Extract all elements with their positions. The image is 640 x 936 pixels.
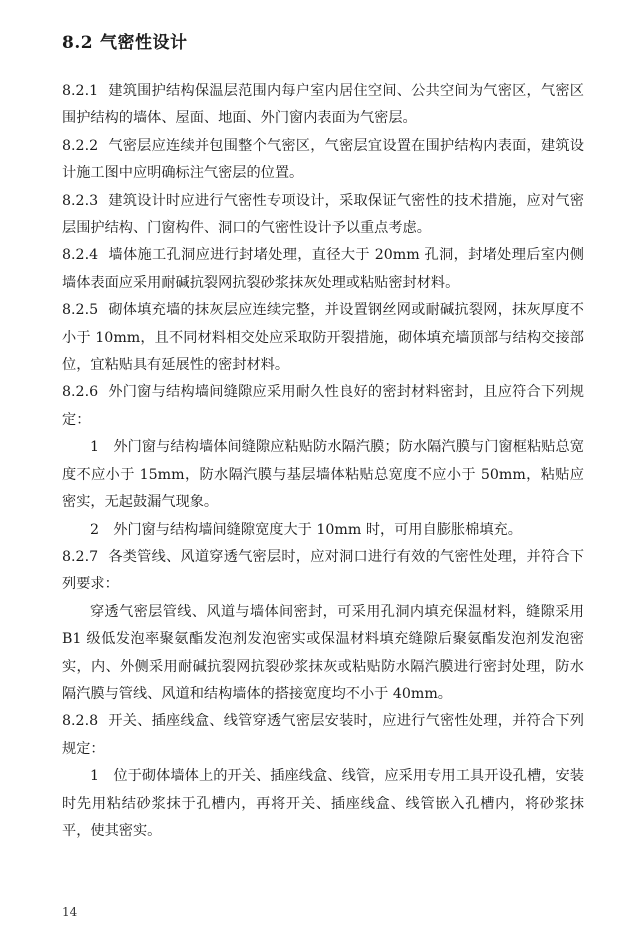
clause-number: 8.2.7 — [62, 548, 99, 565]
clause-8-2-8-item-1 — [62, 763, 584, 845]
clause-text: 外门窗与结构墙间缝隙应采用耐久性良好的密封材料密封，且应符合下列规定： — [62, 384, 584, 428]
clause-item-text: 2 外门窗与结构墙间缝隙宽度大于 10mm 时，可用自膨胀棉填充。 — [90, 521, 522, 538]
clause-number: 8.2.1 — [62, 83, 99, 99]
page-number: 14 — [62, 905, 78, 919]
clause-8-2-3 — [62, 188, 584, 243]
clause-text: 墙体施工孔洞应进行封堵处理，直径大于 20mm 孔洞，封堵处理后室内侧墙体表面应采用耐碱抗裂网抗裂砂浆抹灰处理或粘贴密封材料。 — [62, 247, 584, 291]
clause-number: 8.2.2 — [62, 137, 99, 154]
section-heading — [62, 30, 584, 56]
clause-number: 8.2.4 — [62, 247, 99, 264]
clause-8-2-6-item-1 — [62, 434, 584, 516]
clause-text: 建筑设计时应进行气密性专项设计，采取保证气密性的技术措施，应对气密层围护结构、门窗构件、洞口的气密性设计予以重点考虑。 — [62, 192, 584, 237]
clause-item-text: 穿透气密层管线、风道与墙体间密封，可采用孔洞内填充保温材料，缝隙采用 B1 级低发泡率聚氨酯发泡剂发泡密实或保温材料填充缝隙后聚氨酯发泡剂发泡密实，内、外侧采用耐碱抗裂网抗裂砂浆抹灰或粘贴防水隔汽膜进行密封处理，防水隔汽膜与管线、风道和结构墙体的搭接宽度均不小于 40mm。 — [62, 603, 584, 702]
clause-8-2-7 — [62, 544, 584, 599]
clause-8-2-4 — [62, 242, 584, 297]
clause-item-text: 1 外门窗与结构墙体间缝隙应粘贴防水隔汽膜；防水隔汽膜与门窗框粘贴总宽度不应小于 15mm，防水隔汽膜与基层墙体粘贴总宽度不应小于 50mm，粘贴应密实，无起鼓漏气现象。 — [62, 439, 584, 511]
document-page — [62, 30, 584, 845]
clause-number: 8.2.6 — [62, 384, 99, 401]
clause-8-2-6 — [62, 379, 584, 434]
clause-item-text: 1 位于砌体墙体上的开关、插座线盒、线管，应采用专用工具开设孔槽，安装时先用粘结砂浆抹于孔槽内，再将开关、插座线盒、线管嵌入孔槽内，将砂浆抹平，使其密实。 — [62, 768, 584, 839]
clause-number: 8.2.8 — [62, 713, 99, 730]
clause-text: 建筑围护结构保温层范围内每户室内居住空间、公共空间为气密区，气密区围护结构的墙体、屋面、地面、外门窗内表面为气密层。 — [62, 83, 584, 127]
clause-text: 开关、插座线盒、线管穿透气密层安装时，应进行气密性处理，并符合下列规定： — [62, 713, 584, 757]
clause-text: 砌体填充墙的抹灰层应连续完整，并设置钢丝网或耐碱抗裂网，抹灰厚度不小于 10mm，且不同材料相交处应采取防开裂措施，砌体填充墙顶部与结构交接部位，宜粘贴具有延展性的密封材料。 — [62, 302, 584, 374]
clause-8-2-8 — [62, 708, 584, 763]
clause-8-2-2 — [62, 133, 584, 188]
section-number: 8.2 — [62, 33, 94, 53]
clause-8-2-7-body — [62, 599, 584, 709]
clause-8-2-6-item-2 — [62, 517, 584, 544]
clause-8-2-1 — [62, 78, 584, 133]
clause-8-2-5 — [62, 297, 584, 379]
clause-text: 气密层应连续并包围整个气密区，气密层宜设置在围护结构内表面，建筑设计施工图中应明确标注气密层的位置。 — [62, 137, 584, 182]
section-title: 气密性设计 — [100, 33, 188, 53]
clause-text: 各类管线、风道穿透气密层时，应对洞口进行有效的气密性处理，并符合下列要求： — [62, 548, 584, 593]
clause-number: 8.2.5 — [62, 302, 99, 319]
clause-number: 8.2.3 — [62, 192, 99, 209]
